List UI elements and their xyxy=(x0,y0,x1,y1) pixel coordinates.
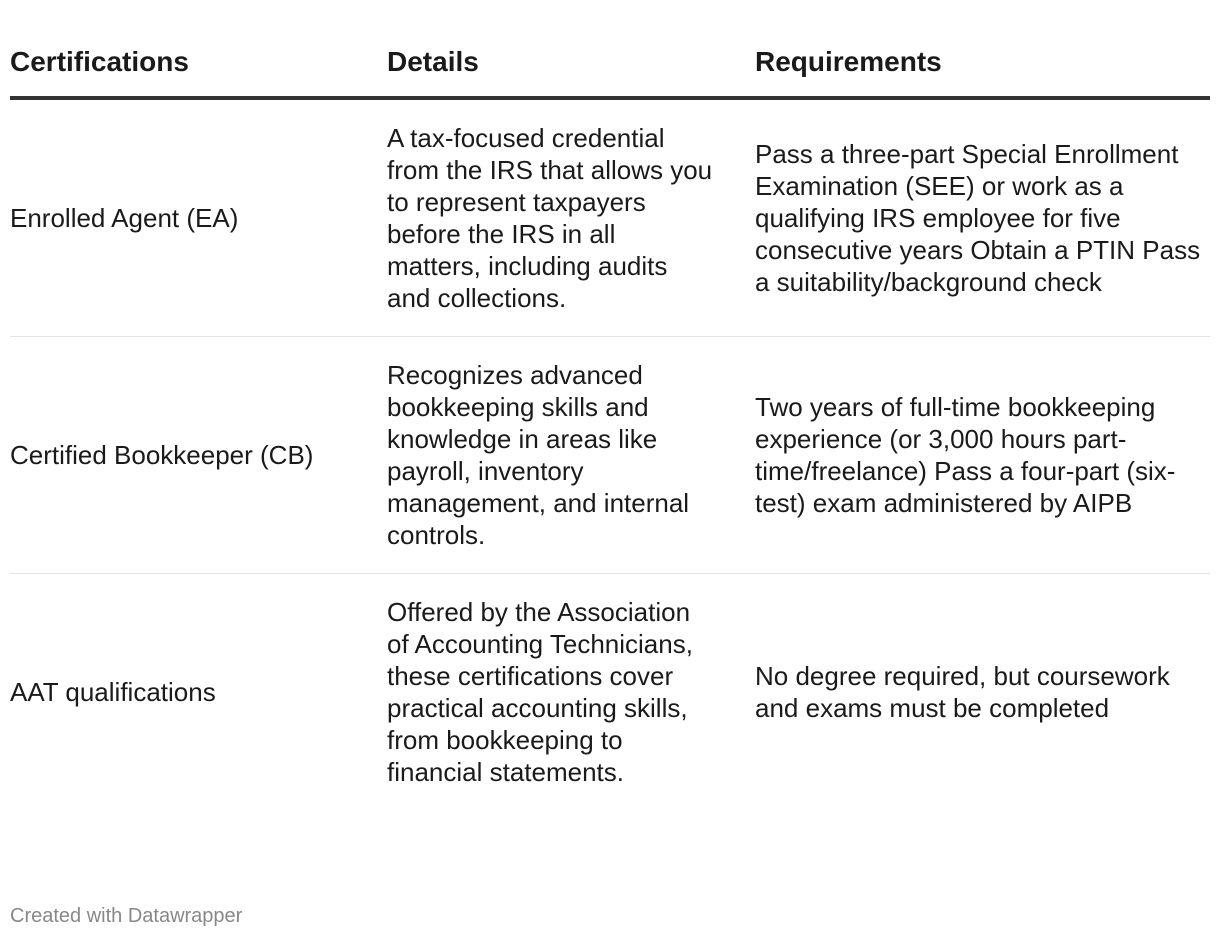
datawrapper-credit[interactable]: Created with Datawrapper xyxy=(10,905,243,927)
table-header xyxy=(10,40,1210,98)
certifications-table xyxy=(10,40,1210,810)
cell-requirements: Two years of full-time bookkeeping experience (or 3,000 hours part-time/freelance) Pass a four-part (six-test) exam administered by AIPB xyxy=(755,337,1210,574)
cell-certification: AAT qualifications xyxy=(10,677,216,707)
header-row xyxy=(10,40,1210,98)
table-body xyxy=(10,98,1210,810)
cell-details: A tax-focused credential from the IRS that allows you to represent taxpayers before the IRS in all matters, including audits and collections. xyxy=(387,98,755,337)
cell-certification: Certified Bookkeeper (CB) xyxy=(10,337,387,574)
cell-details: Recognizes advanced bookkeeping skills and knowledge in areas like payroll, inventory management, and internal controls. xyxy=(387,337,755,574)
table-row xyxy=(10,337,1210,574)
table-row xyxy=(10,98,1210,337)
cell-details: Offered by the Association of Accounting Technicians, these certifications cover practical accounting skills, from bookkeeping to financial statements. xyxy=(387,597,693,787)
cell-requirements: No degree required, but coursework and exams must be completed xyxy=(755,661,1170,723)
cell-certification: Enrolled Agent (EA) xyxy=(10,98,387,337)
column-header-certifications[interactable]: Certifications xyxy=(10,40,387,98)
cell-requirements: Pass a three-part Special Enrollment Examination (SEE) or work as a qualifying IRS employee for five consecutive years Obtain a PTIN Pass a suitability/background check xyxy=(755,98,1210,337)
table-row xyxy=(10,574,1210,811)
column-header-details[interactable]: Details xyxy=(387,40,755,98)
certifications-table-container xyxy=(10,40,1210,810)
column-header-requirements[interactable]: Requirements xyxy=(755,40,1210,98)
